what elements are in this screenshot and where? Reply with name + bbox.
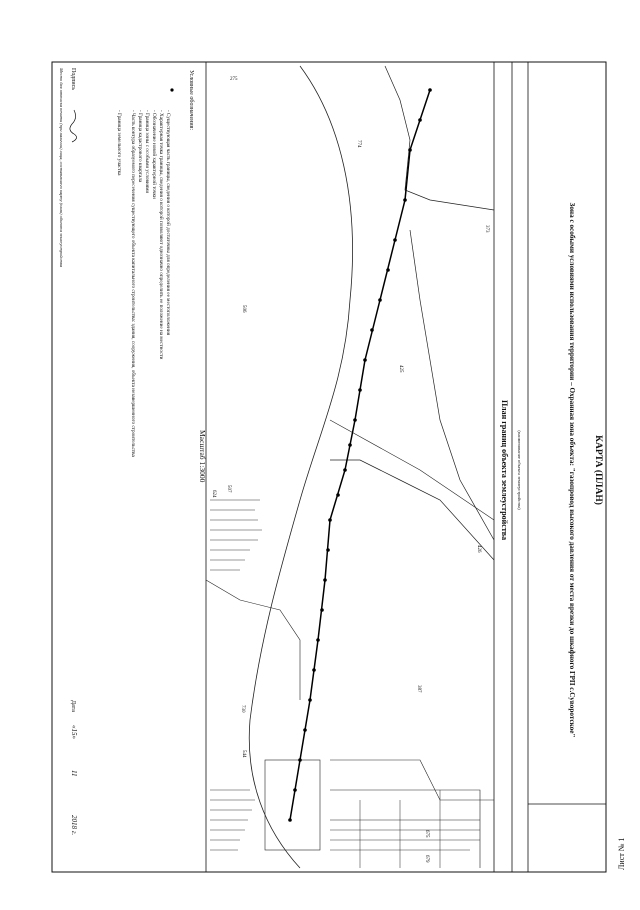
parcel-label: 675 [424,830,429,838]
legend-item: - Характерная точка границы, сведения о которой позволяют однозначно определить ее положение на местности [158,110,164,360]
date-label: Дата [70,700,76,712]
footer [58,67,78,835]
parcel-boundary [330,460,494,560]
map-subtitle: Зона с особыми условиями использования территории – Охранная зона объекта: "газопровод высокого давления от места врезки до шкафного ГРП с.Суворотское" [568,202,576,738]
legend-item: - Граница земельного участка [116,110,122,176]
signature-scribble [70,110,77,142]
date-month: 11 [70,770,78,777]
point-symbol-icon [170,88,173,91]
parcel-label: 373 [484,225,489,233]
legend-title: Условные обозначения: [188,70,194,131]
pipeline-zone-line [290,90,430,820]
stamp-note: Место для оттиска печати (при наличии) лица, составившего карту (план) объекта землеустройства [59,68,64,267]
signature-label: Подпись [70,68,76,91]
parcel-boundary [385,66,494,210]
legend-item: - Часть контура образуемого пересечения существующего объекта капитального строительства: здания, сооружения, объекта незавершенного строительства [130,110,136,457]
parcel-label: 507 [226,485,231,493]
parcel-label: 774 [356,140,361,148]
parcel-boundary [206,580,300,700]
characteristic-points [288,88,432,822]
legend-item: - Граница зоны с особыми условиями [144,110,150,194]
road-boundary [249,66,352,868]
legend-item: - Существующая часть границы, сведения о которой достаточны для определения ее местоположения [165,110,171,336]
parcel-label: 275 [230,77,238,82]
parcel-label: 544 [241,750,246,758]
parcel-boundary [410,230,494,540]
map-title: КАРТА (ПЛАН) [593,435,603,505]
parcel-label: 426 [476,545,481,553]
legend-item: - Граница кадастрового квартала [137,110,143,183]
object-caption: (наименование объекта землеустройства) [517,430,522,510]
map-scale: Масштаб 1:3000 [198,430,207,483]
parcel-label: 506 [241,305,246,313]
legend-item: - Обозначение новой характерной точки [151,110,157,199]
parcel-boundary [330,420,494,520]
parcel-boundary [330,760,494,800]
date-day: «15» [70,725,78,739]
parcel-label: 679 [424,855,429,863]
cadastral-map [206,66,494,868]
plan-title: План границ объекта землеустройства [500,399,509,541]
parcel-label: 387 [416,685,421,693]
parcel-boundary [330,790,480,868]
parcel-label: 730 [240,705,245,713]
legend [116,70,195,457]
parcel-label: 624 [211,490,216,498]
sheet-label: Лист № 1 [617,837,626,870]
parcel-label: 425 [398,365,403,373]
date-year: 2018 г. [70,815,78,836]
built-up-area [210,500,480,850]
